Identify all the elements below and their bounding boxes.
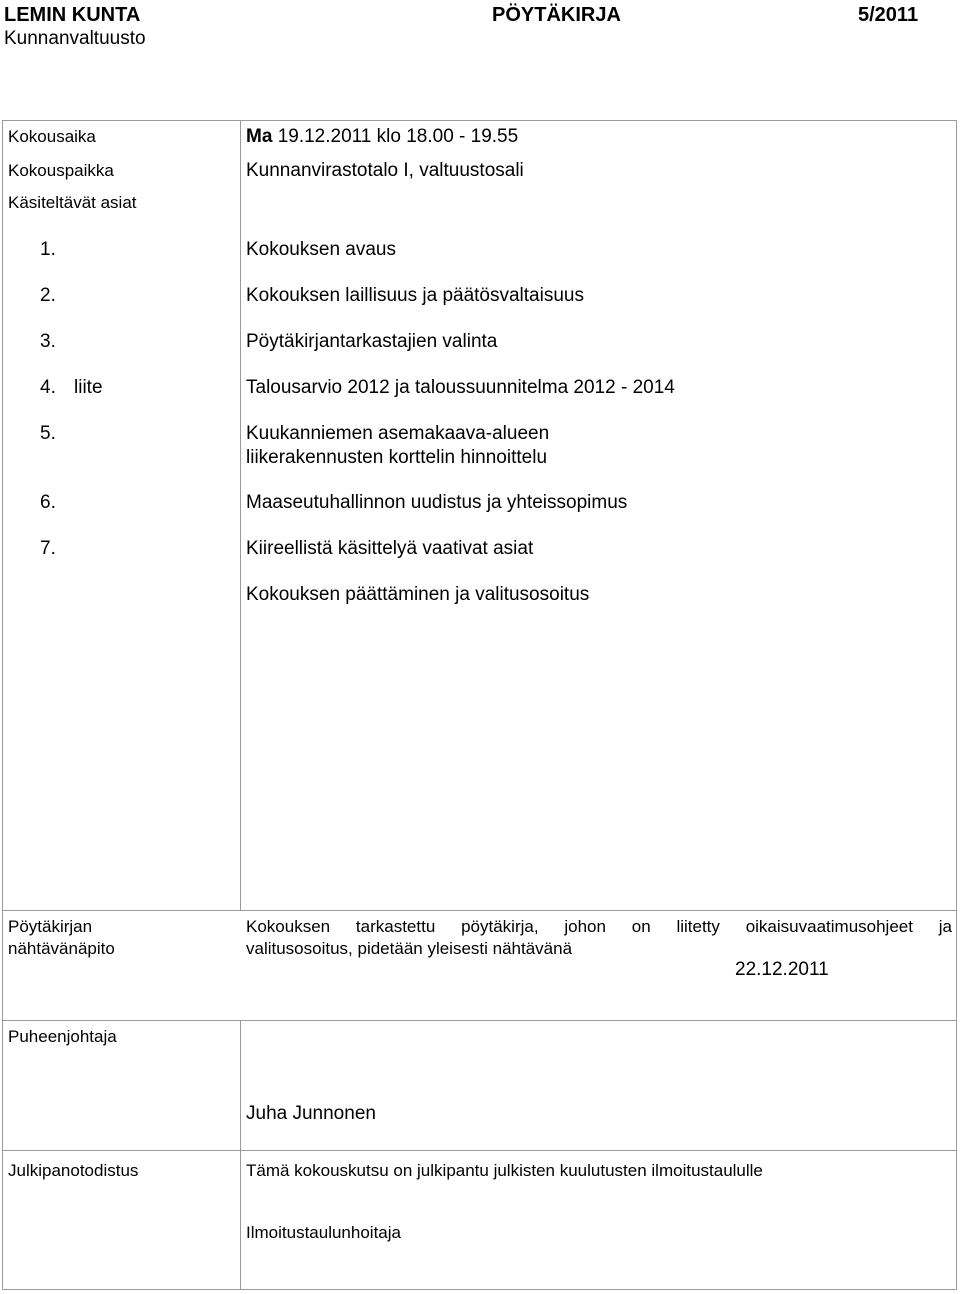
agenda-item-title: Maaseutuhallinnon uudistus ja yhteissopimus xyxy=(246,492,628,513)
inspection-text-line1: Kokouksen tarkastettu pöytäkirja, johon on liitetty oikaisuvaatimusohjeet ja xyxy=(246,917,952,936)
inspection-label-line1: Pöytäkirjan xyxy=(8,917,93,936)
meeting-time-value xyxy=(246,126,518,148)
agenda-item-title: Kuukanniemen asemakaava-alueen xyxy=(246,423,550,444)
closing-item: Kokouksen päättäminen ja valitusosoitus xyxy=(246,584,590,605)
agenda-item-number: 2. xyxy=(40,285,56,306)
agenda-item-number: 4. xyxy=(40,377,56,398)
agenda-item-title: Kokouksen laillisuus ja päätösvaltaisuus xyxy=(246,285,584,306)
org-name: LEMIN KUNTA xyxy=(4,4,141,26)
notice-label: Julkipanotodistus xyxy=(8,1161,139,1180)
agenda-item-number: 5. xyxy=(40,423,56,444)
agenda-label: Käsiteltävät asiat xyxy=(8,193,137,212)
agenda-item-number: 7. xyxy=(40,538,56,559)
agenda-item-number: 3. xyxy=(40,331,56,352)
agenda-item-number: 6. xyxy=(40,492,56,513)
meeting-day: Ma xyxy=(246,126,273,147)
inspection-label-line2: nähtävänäpito xyxy=(8,939,115,958)
doc-type: PÖYTÄKIRJA xyxy=(492,4,621,26)
meeting-datetime: 19.12.2011 klo 18.00 - 19.55 xyxy=(277,126,519,147)
row-divider-inspection xyxy=(2,910,957,911)
column-divider-lower xyxy=(240,1020,241,1290)
row-divider-chair xyxy=(2,1020,957,1021)
agenda-item-attachment-note: liite xyxy=(74,377,103,398)
meeting-place-label: Kokouspaikka xyxy=(8,161,114,180)
meeting-time-label: Kokousaika xyxy=(8,127,96,146)
agenda-item-title: Talousarvio 2012 ja taloussuunnitelma 2012 - 2014 xyxy=(246,377,675,398)
agenda-item-number: 1. xyxy=(40,239,56,260)
doc-number: 5/2011 xyxy=(858,4,919,26)
row-divider-notice xyxy=(2,1150,957,1151)
agenda-item-title: Kiireellistä käsittelyä vaativat asiat xyxy=(246,538,534,559)
meeting-place-value: Kunnanvirastotalo I, valtuustosali xyxy=(246,160,524,181)
chair-label: Puheenjohtaja xyxy=(8,1027,117,1046)
notice-signer: Ilmoitustaulunhoitaja xyxy=(246,1223,401,1242)
agenda-item-title: Kokouksen avaus xyxy=(246,239,396,260)
inspection-text-line2: valitusosoitus, pidetään yleisesti nähtävänä xyxy=(246,939,573,958)
notice-text: Tämä kokouskutsu on julkipantu julkisten kuulutusten ilmoitustaululle xyxy=(246,1161,763,1180)
agenda-item-title-continued: liikerakennusten korttelin hinnoittelu xyxy=(246,447,548,468)
agenda-item-title: Pöytäkirjantarkastajien valinta xyxy=(246,331,498,352)
governing-body: Kunnanvaltuusto xyxy=(4,28,146,49)
chair-name: Juha Junnonen xyxy=(246,1103,376,1124)
inspection-date: 22.12.2011 xyxy=(735,959,829,980)
column-divider xyxy=(240,120,241,910)
